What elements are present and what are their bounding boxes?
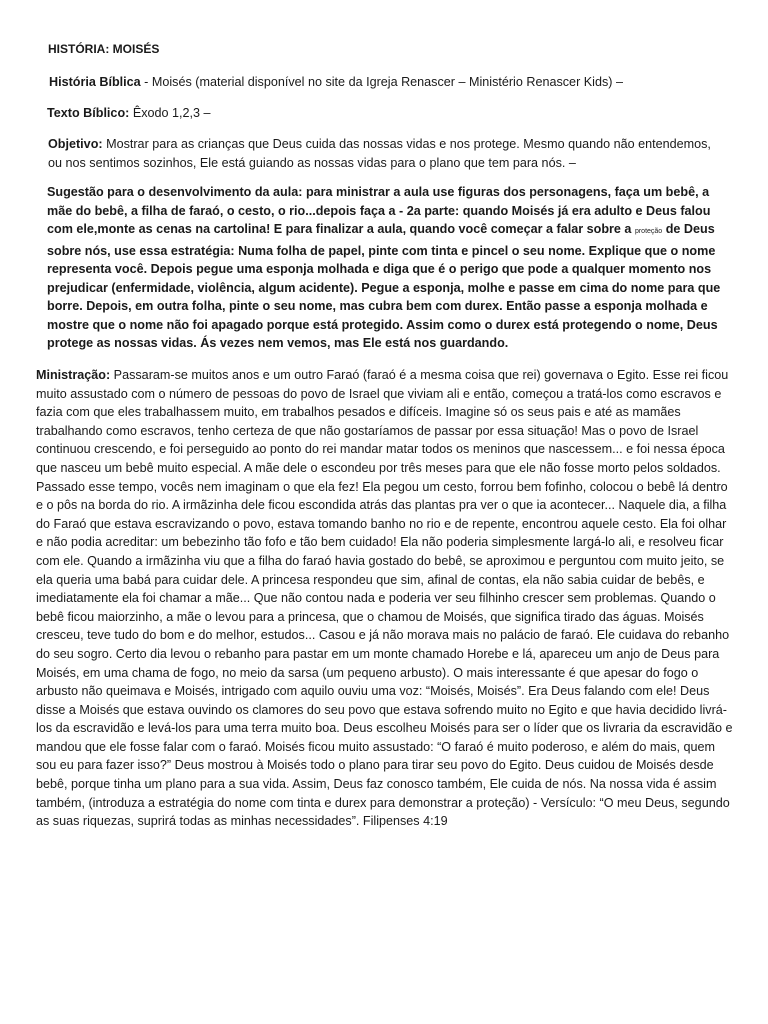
texto-biblico-label: Texto Bíblico: bbox=[47, 106, 130, 120]
objetivo-text: Mostrar para as crianças que Deus cuida das nossas vidas e nos protege. Mesmo quando não entendemos, ou nos sentimos sozinhos, Ele está guiando as nossas vidas para o plano que tem para nós. – bbox=[48, 137, 711, 170]
historia-biblica-line bbox=[49, 73, 623, 92]
sugestao-text-part2: de Deus sobre nós, use essa estratégia: Numa folha de papel, pinte com tinta e pincel o seu nome. Explique que o nome representa você. Depois pegue uma esponja molhada e diga que é o perigo que pode a qualquer momento nos prejudicar (enfermidade, violência, algum acidente). Pegue a esponja, molhe e passe em cima do nome para que borre. Depois, em outra folha, pinte o seu nome, mas cubra bem com durex. Então passe a esponja molhada e mostre que o nome não foi apagado porque está protegido. Assim como o durex está protegendo o nome, Deus protege as nossas vidas. Ás vezes nem vemos, mas Ele está nos guardando. bbox=[47, 222, 721, 350]
ministracao-label: Ministração: bbox=[36, 368, 111, 382]
document-heading: HISTÓRIA: MOISÉS bbox=[48, 42, 160, 56]
objetivo-label: Objetivo: bbox=[48, 137, 103, 151]
sugestao-paragraph bbox=[47, 183, 727, 353]
historia-biblica-text: - Moisés (material disponível no site da Igreja Renascer – Ministério Renascer Kids) – bbox=[140, 75, 623, 89]
sugestao-text-part1: Sugestão para o desenvolvimento da aula: para ministrar a aula use figuras dos personagens, faça um bebê, a mãe do bebê, a filha de faraó, o cesto, o rio...depois faça a - 2a parte: quando Moisés já era adulto e Deus falou com ele,monte as cenas na cartolina! E para finalizar a aula, quando você começar a falar sobre a bbox=[47, 185, 711, 236]
texto-biblico-line bbox=[47, 104, 211, 123]
sugestao-small-word: proteção bbox=[634, 228, 663, 235]
objetivo-paragraph bbox=[48, 135, 728, 172]
ministracao-paragraph bbox=[36, 366, 736, 831]
ministracao-text: Passaram-se muitos anos e um outro Faraó (faraó é a mesma coisa que rei) governava o Egito. Esse rei ficou muito assustado com o número de pessoas do povo de Israel que viviam ali e então, começou a tratá-los como escravos e fazia com que eles trabalhassem muito, em trabalhos pesados e difíceis. Imagine só os seus pais e até as mamães trabalhando como escravos, tenho certeza de que não gostaríamos de passar por essa situação! Mas o povo de Israel continuou crescendo, e foi perseguido ao ponto do rei mandar matar todos os meninos que nascessem... e foi nessa época que nasceu um bebê muito especial. A mãe dele o escondeu por três meses para que ele não fosse morto pelos soldados. Passado esse tempo, vocês nem imaginam o que ela fez! Ela pegou um cesto, forrou bem fofinho, colocou o bebê lá dentro e o pôs na borda do rio. A irmãzinha dele ficou escondida atrás das plantas pra ver o que ia acontecer... Naquele dia, a filha do Faraó que estava escravizando o povo, estava tomando banho no rio e de repente, encontrou aquele cesto. Ela foi olhar e não podia acreditar: um bebezinho tão fofo e tão bem cuidado! Ela não poderia simplesmente largá-lo ali, e resolveu ficar com ele. Quando a irmãzinha viu que a filha do faraó havia gostado do bebê, se aproximou e perguntou com muito jeito, se ela queria uma babá para cuidar dele. A princesa respondeu que sim, afinal de contas, ela não sabia cuidar de bebês, e imediatamente ela foi chamar a mãe... Que não contou nada e poderia ver seu filhinho crescer sem problemas. Quando o bebê ficou maiorzinho, a mãe o levou para a princesa, que o chamou de Moisés, que significa tirado das águas. Moisés cresceu, teve tudo do bom e do melhor, estudos... Casou e já não morava mais no palácio de faraó. Ele cuidava do rebanho do seu sogro. Certo dia levou o rebanho para pastar em um monte chamado Horebe e lá, apareceu um anjo de Deus para Moisés, em uma chama de fogo, no meio da sarsa (um pequeno arbusto). O mais interessante é que apesar do fogo o arbusto não queimava e Moisés, intrigado com aquilo ouviu uma voz: “Moisés, Moisés”. Era Deus falando com ele! Deus disse a Moisés que estava ouvindo os clamores do seu povo que estava sofrendo muito no Egito e que havia decidido livrá-los da escravidão e levá-los para uma terra muito boa. Deus escolheu Moisés para ser o líder que os livraria da escravidão e mandou que ele fosse falar com o faraó. Moisés ficou muito assustado: “O faraó é muito poderoso, e além do mais, quem sou eu para fazer isso?” Deus mostrou à Moisés todo o plano para tirar seu povo do Egito. Deus cuidou de Moisés desde bebê, porque tinha um plano para a sua vida. Assim, Deus faz conosco também, Ele cuida de nós. Na nossa vida é assim também, (introduza a estratégia do nome com tinta e durex para demonstrar a proteção) - Versículo: “O meu Deus, segundo as suas riquezas, suprirá todas as minhas necessidades”. Filipenses 4:19 bbox=[36, 368, 733, 829]
historia-biblica-label: História Bíblica bbox=[49, 75, 141, 89]
texto-biblico-text: Êxodo 1,2,3 – bbox=[129, 106, 211, 120]
